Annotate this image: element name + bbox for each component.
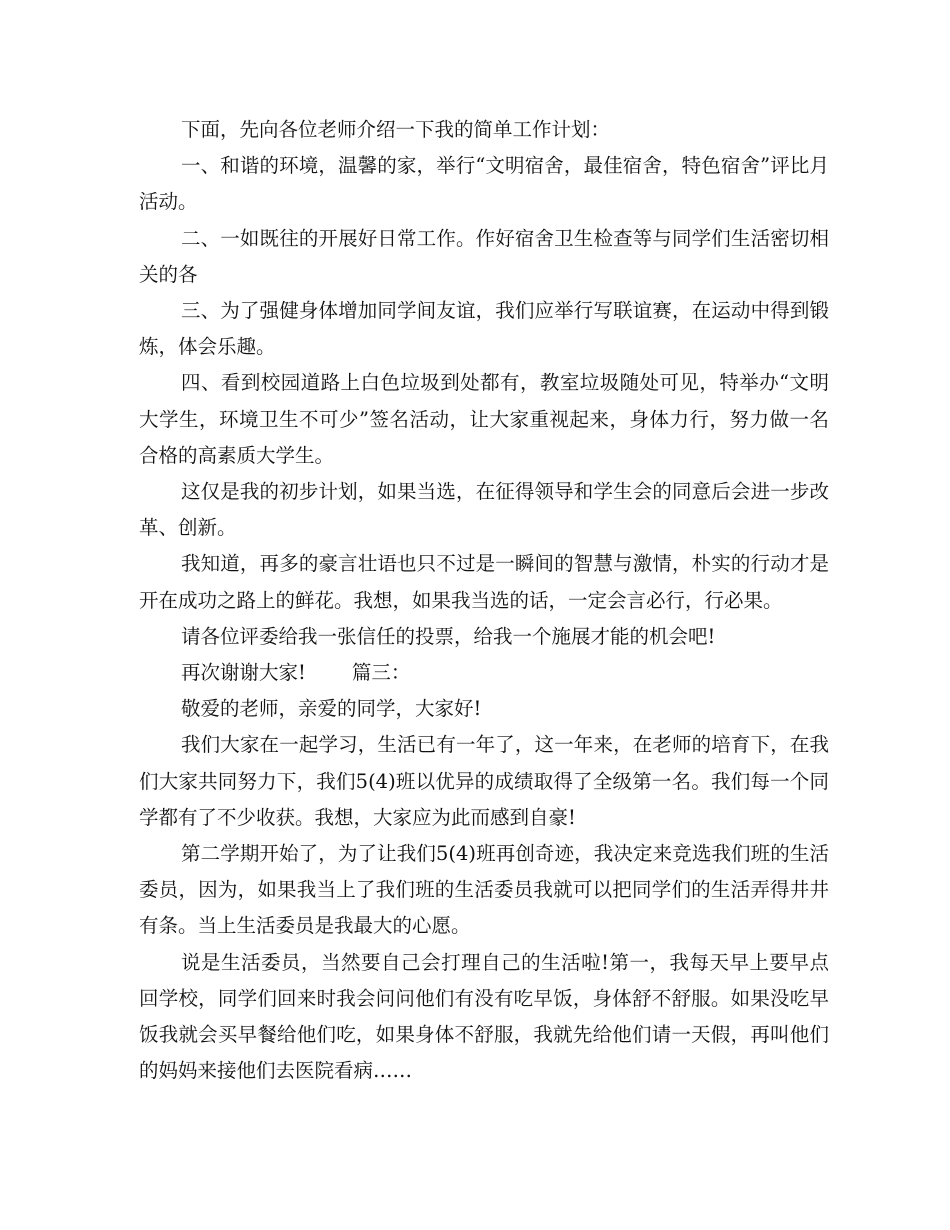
paragraph-plan-item-3: 三、为了强健身体增加同学间友谊，我们应举行写联谊赛，在运动中得到锻炼，体会乐趣。 <box>139 299 829 359</box>
paragraph-life-committee-duties: 说是生活委员，当然要自己会打理自己的生活啦!第一，我每天早上要早点回学校，同学们回来时我会问问他们有没有吃早饭，身体舒不舒服。如果没吃早饭我就会买早餐给他们吃，如果身体不舒服，我就先给他们请一天假，再叫他们的妈妈来接他们去医院看病…… <box>139 950 829 1083</box>
document-body <box>139 112 829 1089</box>
thanks-line: 再次谢谢大家! <box>181 661 306 685</box>
paragraph-greeting: 敬爱的老师，亲爱的同学，大家好! <box>181 697 482 721</box>
paragraph-vote-request: 请各位评委给我一张信任的投票，给我一个施展才能的机会吧! <box>181 624 716 648</box>
section-heading: 篇三： <box>351 661 411 685</box>
paragraph-preliminary-plan: 这仅是我的初步计划，如果当选，在征得领导和学生会的同意后会进一步改革、创新。 <box>139 480 829 540</box>
paragraph-campaign-reason: 第二学期开始了，为了让我们5(4)班再创奇迹，我决定来竞选我们班的生活委员，因为，如果我当上了我们班的生活委员我就可以把同学们的生活弄得井井有条。当上生活委员是我最大的心愿。 <box>139 842 829 938</box>
paragraph-class-achievement: 我们大家在一起学习，生活已有一年了，这一年来，在老师的培育下，在我们大家共同努力下，我们5(4)班以优异的成绩取得了全级第一名。我们每一个同学都有了不少收获。我想，大家应为此而感到自豪! <box>139 733 829 829</box>
paragraph-plan-item-2: 二、一如既往的开展好日常工作。作好宿舍卫生检查等与同学们生活密切相关的各 <box>139 226 829 286</box>
paragraph-plan-item-1: 一、和谐的环境，温馨的家，举行“文明宿舍，最佳宿舍，特色宿舍”评比月活动。 <box>139 154 829 214</box>
paragraph-thanks-and-section <box>139 655 829 691</box>
paragraph-plan-item-4: 四、看到校园道路上白色垃圾到处都有，教室垃圾随处可见，特举办“文明大学生，环境卫生不可少”签名活动，让大家重视起来，身体力行，努力做一名合格的高素质大学生。 <box>139 371 829 467</box>
paragraph-action-statement: 我知道，再多的豪言壮语也只不过是一瞬间的智慧与激情，朴实的行动才是开在成功之路上的鲜花。我想，如果我当选的话，一定会言必行，行必果。 <box>139 552 829 612</box>
paragraph-work-plan-intro: 下面，先向各位老师介绍一下我的简单工作计划： <box>181 118 611 141</box>
